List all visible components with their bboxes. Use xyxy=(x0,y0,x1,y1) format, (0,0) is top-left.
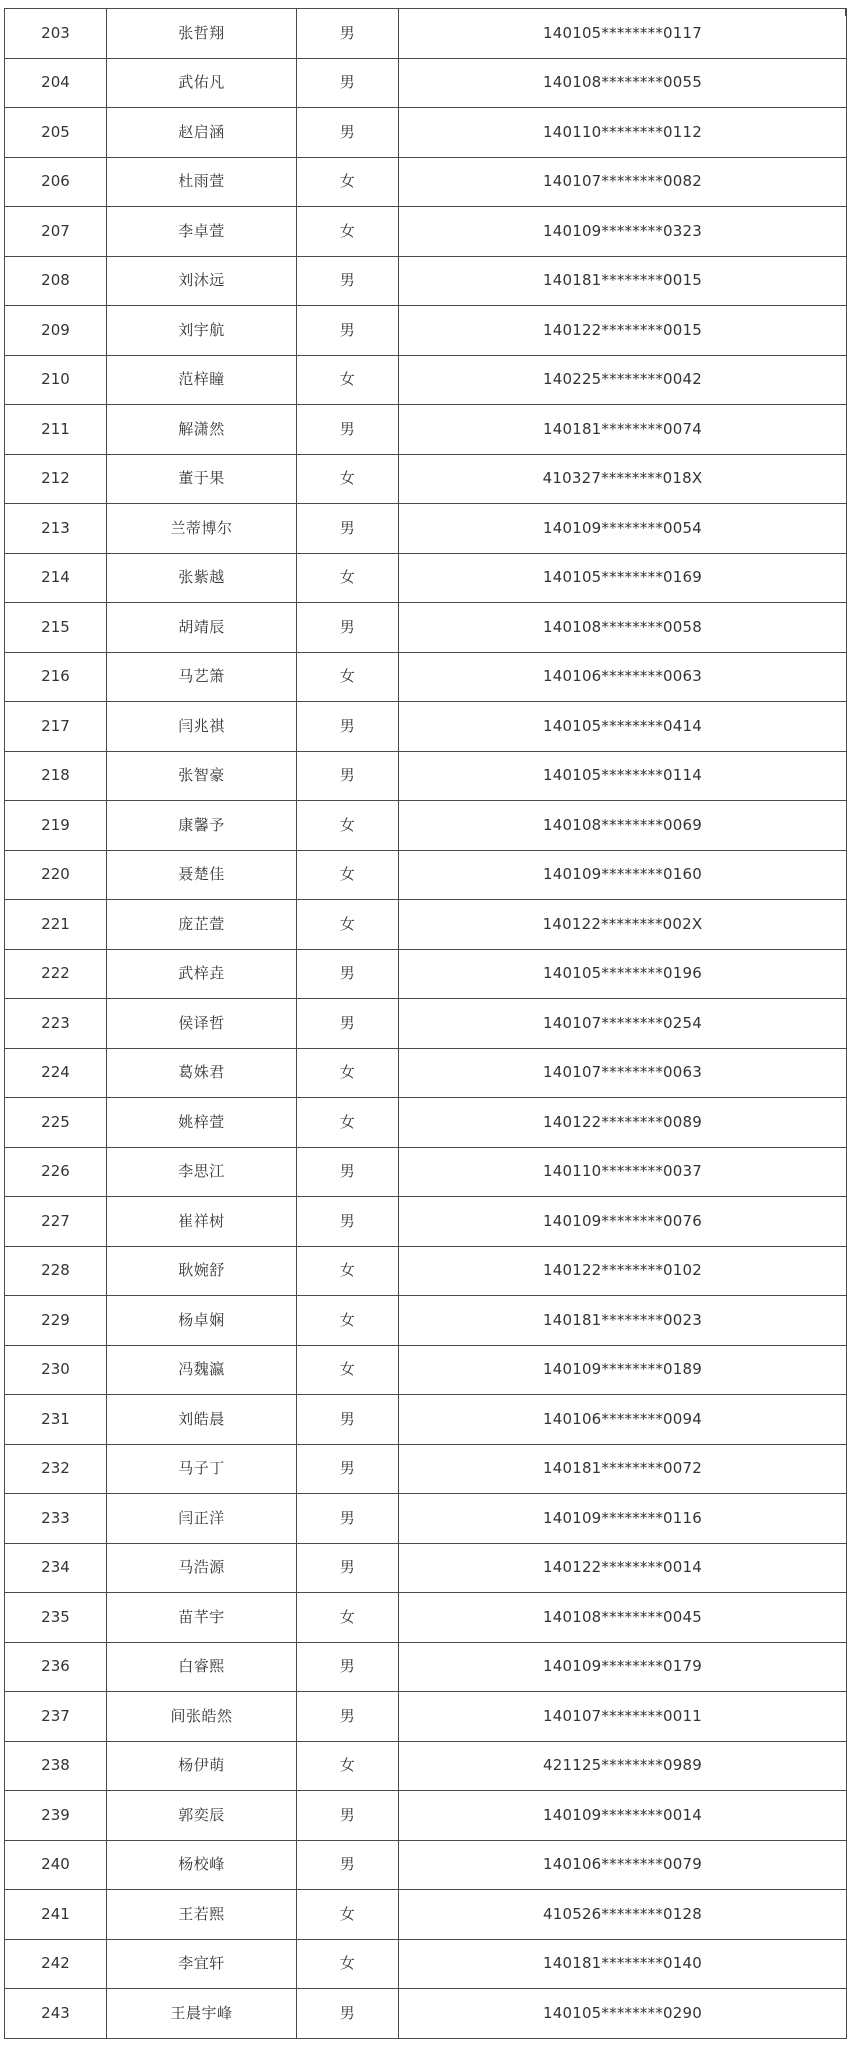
table-row xyxy=(5,999,847,1049)
student-name-cell: 张智豪 xyxy=(107,751,297,801)
gender-cell: 女 xyxy=(297,1939,399,1989)
gender-cell: 男 xyxy=(297,108,399,158)
id-number-cell: 140108********0058 xyxy=(399,603,847,653)
gender-cell: 女 xyxy=(297,1296,399,1346)
student-name-cell: 解潇然 xyxy=(107,405,297,455)
student-name-cell: 李思江 xyxy=(107,1147,297,1197)
table-row xyxy=(5,1989,847,2039)
id-number-cell: 140109********0189 xyxy=(399,1345,847,1395)
id-number-cell: 140109********0116 xyxy=(399,1494,847,1544)
gender-cell: 男 xyxy=(297,58,399,108)
id-number-cell: 140107********0254 xyxy=(399,999,847,1049)
table-row xyxy=(5,504,847,554)
table-row xyxy=(5,1444,847,1494)
student-name-cell: 王若熙 xyxy=(107,1890,297,1940)
student-name-cell: 张紫越 xyxy=(107,553,297,603)
student-name-cell: 姚梓萱 xyxy=(107,1098,297,1148)
id-number-cell: 140181********0015 xyxy=(399,256,847,306)
serial-number-cell: 208 xyxy=(5,256,107,306)
gender-cell: 男 xyxy=(297,1642,399,1692)
serial-number-cell: 237 xyxy=(5,1692,107,1742)
student-name-cell: 庞芷萱 xyxy=(107,900,297,950)
table-row xyxy=(5,405,847,455)
gender-cell: 男 xyxy=(297,1197,399,1247)
gender-cell: 男 xyxy=(297,1791,399,1841)
table-row xyxy=(5,751,847,801)
id-number-cell: 140107********0011 xyxy=(399,1692,847,1742)
id-number-cell: 140105********0169 xyxy=(399,553,847,603)
table-row xyxy=(5,553,847,603)
student-name-cell: 武梓垚 xyxy=(107,949,297,999)
serial-number-cell: 235 xyxy=(5,1593,107,1643)
serial-number-cell: 223 xyxy=(5,999,107,1049)
table-row xyxy=(5,1048,847,1098)
serial-number-cell: 230 xyxy=(5,1345,107,1395)
id-number-cell: 140106********0079 xyxy=(399,1840,847,1890)
gender-cell: 女 xyxy=(297,157,399,207)
id-number-cell: 140109********0076 xyxy=(399,1197,847,1247)
serial-number-cell: 210 xyxy=(5,355,107,405)
student-name-cell: 耿婉舒 xyxy=(107,1246,297,1296)
student-name-cell: 马艺箫 xyxy=(107,652,297,702)
id-number-cell: 140105********0114 xyxy=(399,751,847,801)
student-name-cell: 闫兆祺 xyxy=(107,702,297,752)
student-name-cell: 兰蒂博尔 xyxy=(107,504,297,554)
serial-number-cell: 218 xyxy=(5,751,107,801)
gender-cell: 男 xyxy=(297,1989,399,2039)
student-name-cell: 葛姝君 xyxy=(107,1048,297,1098)
table-row xyxy=(5,1939,847,1989)
id-number-cell: 140109********0323 xyxy=(399,207,847,257)
serial-number-cell: 203 xyxy=(5,9,107,59)
serial-number-cell: 232 xyxy=(5,1444,107,1494)
id-number-cell: 140225********0042 xyxy=(399,355,847,405)
id-number-cell: 140108********0045 xyxy=(399,1593,847,1643)
table-row xyxy=(5,652,847,702)
id-number-cell: 140181********0023 xyxy=(399,1296,847,1346)
gender-cell: 女 xyxy=(297,1593,399,1643)
table-row xyxy=(5,58,847,108)
id-number-cell: 140122********0015 xyxy=(399,306,847,356)
gender-cell: 女 xyxy=(297,1345,399,1395)
table-row xyxy=(5,1890,847,1940)
student-name-cell: 马浩源 xyxy=(107,1543,297,1593)
id-number-cell: 140109********0160 xyxy=(399,850,847,900)
serial-number-cell: 240 xyxy=(5,1840,107,1890)
student-name-cell: 杨卓娴 xyxy=(107,1296,297,1346)
serial-number-cell: 206 xyxy=(5,157,107,207)
gender-cell: 女 xyxy=(297,207,399,257)
serial-number-cell: 227 xyxy=(5,1197,107,1247)
gender-cell: 女 xyxy=(297,1741,399,1791)
table-row xyxy=(5,702,847,752)
student-roster-table xyxy=(4,8,847,2039)
student-name-cell: 马子丁 xyxy=(107,1444,297,1494)
id-number-cell: 140106********0063 xyxy=(399,652,847,702)
student-name-cell: 王晨宇峰 xyxy=(107,1989,297,2039)
student-name-cell: 武佑凡 xyxy=(107,58,297,108)
student-name-cell: 李宜轩 xyxy=(107,1939,297,1989)
serial-number-cell: 242 xyxy=(5,1939,107,1989)
serial-number-cell: 236 xyxy=(5,1642,107,1692)
student-name-cell: 张哲翔 xyxy=(107,9,297,59)
serial-number-cell: 226 xyxy=(5,1147,107,1197)
serial-number-cell: 233 xyxy=(5,1494,107,1544)
gender-cell: 男 xyxy=(297,949,399,999)
id-number-cell: 140105********0196 xyxy=(399,949,847,999)
serial-number-cell: 229 xyxy=(5,1296,107,1346)
serial-number-cell: 217 xyxy=(5,702,107,752)
serial-number-cell: 207 xyxy=(5,207,107,257)
id-number-cell: 140181********0074 xyxy=(399,405,847,455)
gender-cell: 女 xyxy=(297,1098,399,1148)
id-number-cell: 140105********0414 xyxy=(399,702,847,752)
gender-cell: 男 xyxy=(297,1840,399,1890)
serial-number-cell: 224 xyxy=(5,1048,107,1098)
id-number-cell: 140105********0290 xyxy=(399,1989,847,2039)
gender-cell: 男 xyxy=(297,603,399,653)
gender-cell: 女 xyxy=(297,652,399,702)
gender-cell: 女 xyxy=(297,850,399,900)
id-number-cell: 410327********018X xyxy=(399,454,847,504)
gender-cell: 男 xyxy=(297,1444,399,1494)
student-name-cell: 聂楚佳 xyxy=(107,850,297,900)
gender-cell: 男 xyxy=(297,1494,399,1544)
student-name-cell: 苗芊宇 xyxy=(107,1593,297,1643)
table-row xyxy=(5,9,847,59)
serial-number-cell: 213 xyxy=(5,504,107,554)
student-name-cell: 董于果 xyxy=(107,454,297,504)
student-name-cell: 郭奕辰 xyxy=(107,1791,297,1841)
serial-number-cell: 225 xyxy=(5,1098,107,1148)
serial-number-cell: 211 xyxy=(5,405,107,455)
student-name-cell: 侯译哲 xyxy=(107,999,297,1049)
serial-number-cell: 243 xyxy=(5,1989,107,2039)
serial-number-cell: 220 xyxy=(5,850,107,900)
serial-number-cell: 216 xyxy=(5,652,107,702)
table-row xyxy=(5,454,847,504)
id-number-cell: 140107********0082 xyxy=(399,157,847,207)
student-name-cell: 李卓萱 xyxy=(107,207,297,257)
table-row xyxy=(5,1840,847,1890)
table-row xyxy=(5,1098,847,1148)
id-number-cell: 140109********0179 xyxy=(399,1642,847,1692)
table-row xyxy=(5,1791,847,1841)
table-row xyxy=(5,1494,847,1544)
serial-number-cell: 204 xyxy=(5,58,107,108)
id-number-cell: 410526********0128 xyxy=(399,1890,847,1940)
student-name-cell: 间张皓然 xyxy=(107,1692,297,1742)
id-number-cell: 140107********0063 xyxy=(399,1048,847,1098)
id-number-cell: 140109********0054 xyxy=(399,504,847,554)
student-name-cell: 崔祥树 xyxy=(107,1197,297,1247)
table-row xyxy=(5,355,847,405)
gender-cell: 女 xyxy=(297,1246,399,1296)
table-row xyxy=(5,1147,847,1197)
gender-cell: 男 xyxy=(297,1692,399,1742)
id-number-cell: 140105********0117 xyxy=(399,9,847,59)
id-number-cell: 140122********0089 xyxy=(399,1098,847,1148)
serial-number-cell: 239 xyxy=(5,1791,107,1841)
id-number-cell: 140181********0140 xyxy=(399,1939,847,1989)
serial-number-cell: 241 xyxy=(5,1890,107,1940)
student-name-cell: 康馨予 xyxy=(107,801,297,851)
id-number-cell: 140110********0037 xyxy=(399,1147,847,1197)
student-name-cell: 赵启涵 xyxy=(107,108,297,158)
student-name-cell: 冯魏瀛 xyxy=(107,1345,297,1395)
serial-number-cell: 238 xyxy=(5,1741,107,1791)
gender-cell: 男 xyxy=(297,751,399,801)
table-row xyxy=(5,1197,847,1247)
table-row xyxy=(5,1593,847,1643)
roster-table-body xyxy=(5,9,847,2039)
id-number-cell: 140122********002X xyxy=(399,900,847,950)
student-name-cell: 闫正洋 xyxy=(107,1494,297,1544)
table-row xyxy=(5,1741,847,1791)
document-page xyxy=(0,8,852,2052)
student-name-cell: 胡靖辰 xyxy=(107,603,297,653)
gender-cell: 男 xyxy=(297,256,399,306)
id-number-cell: 140108********0055 xyxy=(399,58,847,108)
serial-number-cell: 209 xyxy=(5,306,107,356)
gender-cell: 男 xyxy=(297,306,399,356)
table-row xyxy=(5,306,847,356)
serial-number-cell: 234 xyxy=(5,1543,107,1593)
table-row xyxy=(5,1246,847,1296)
table-row xyxy=(5,108,847,158)
gender-cell: 男 xyxy=(297,1147,399,1197)
serial-number-cell: 231 xyxy=(5,1395,107,1445)
table-row xyxy=(5,1692,847,1742)
gender-cell: 男 xyxy=(297,504,399,554)
table-row xyxy=(5,1296,847,1346)
table-row xyxy=(5,256,847,306)
gender-cell: 女 xyxy=(297,454,399,504)
student-name-cell: 杨校峰 xyxy=(107,1840,297,1890)
gender-cell: 男 xyxy=(297,999,399,1049)
table-row xyxy=(5,157,847,207)
id-number-cell: 140181********0072 xyxy=(399,1444,847,1494)
serial-number-cell: 222 xyxy=(5,949,107,999)
id-number-cell: 140122********0014 xyxy=(399,1543,847,1593)
gender-cell: 男 xyxy=(297,702,399,752)
serial-number-cell: 205 xyxy=(5,108,107,158)
serial-number-cell: 212 xyxy=(5,454,107,504)
gender-cell: 女 xyxy=(297,801,399,851)
table-row xyxy=(5,900,847,950)
id-number-cell: 140108********0069 xyxy=(399,801,847,851)
serial-number-cell: 214 xyxy=(5,553,107,603)
id-number-cell: 140109********0014 xyxy=(399,1791,847,1841)
gender-cell: 男 xyxy=(297,405,399,455)
serial-number-cell: 228 xyxy=(5,1246,107,1296)
student-name-cell: 刘沐远 xyxy=(107,256,297,306)
gender-cell: 男 xyxy=(297,9,399,59)
gender-cell: 女 xyxy=(297,900,399,950)
gender-cell: 女 xyxy=(297,1048,399,1098)
student-name-cell: 范梓瞳 xyxy=(107,355,297,405)
id-number-cell: 140122********0102 xyxy=(399,1246,847,1296)
gender-cell: 男 xyxy=(297,1395,399,1445)
table-row xyxy=(5,801,847,851)
serial-number-cell: 215 xyxy=(5,603,107,653)
table-row xyxy=(5,207,847,257)
table-row xyxy=(5,1543,847,1593)
table-row xyxy=(5,603,847,653)
gender-cell: 女 xyxy=(297,1890,399,1940)
table-row xyxy=(5,1642,847,1692)
id-number-cell: 421125********0989 xyxy=(399,1741,847,1791)
gender-cell: 男 xyxy=(297,1543,399,1593)
student-name-cell: 杨伊萌 xyxy=(107,1741,297,1791)
id-number-cell: 140110********0112 xyxy=(399,108,847,158)
serial-number-cell: 221 xyxy=(5,900,107,950)
gender-cell: 女 xyxy=(297,355,399,405)
student-name-cell: 刘宇航 xyxy=(107,306,297,356)
serial-number-cell: 219 xyxy=(5,801,107,851)
table-row xyxy=(5,1395,847,1445)
table-row xyxy=(5,850,847,900)
table-row xyxy=(5,1345,847,1395)
student-name-cell: 白睿熙 xyxy=(107,1642,297,1692)
id-number-cell: 140106********0094 xyxy=(399,1395,847,1445)
gender-cell: 女 xyxy=(297,553,399,603)
table-row xyxy=(5,949,847,999)
student-name-cell: 刘皓晨 xyxy=(107,1395,297,1445)
student-name-cell: 杜雨萱 xyxy=(107,157,297,207)
